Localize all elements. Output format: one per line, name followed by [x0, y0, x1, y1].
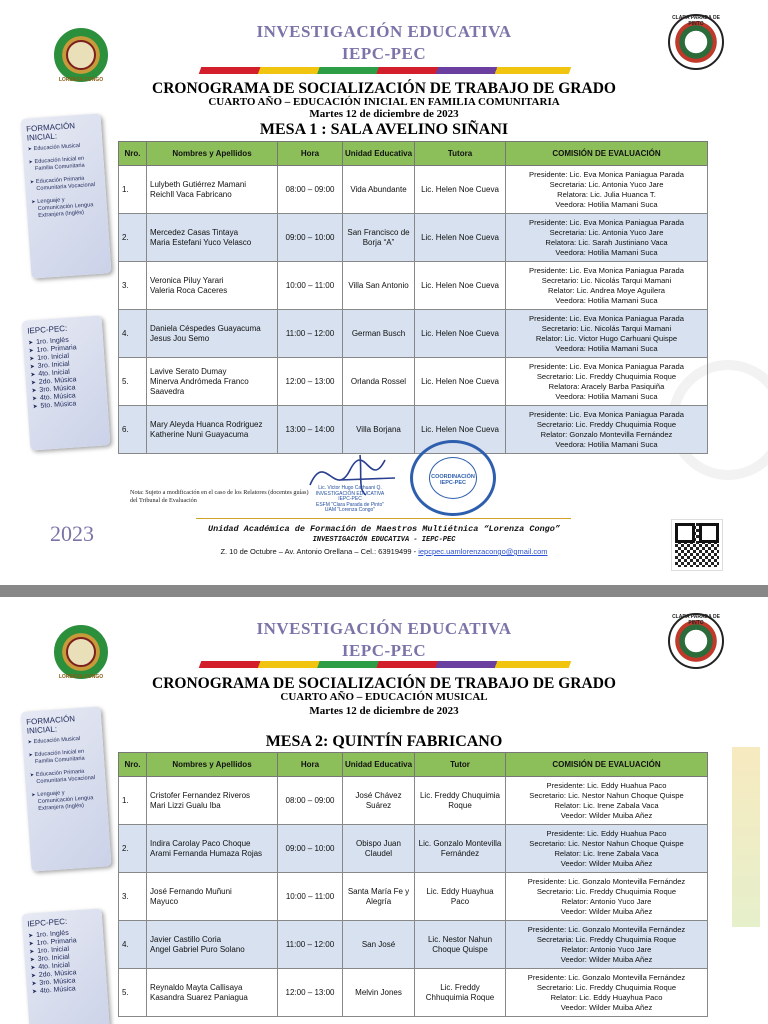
- email-link[interactable]: iepcpec.uamlorenzacongo@gmail.com: [418, 547, 548, 556]
- student-names: Indira Carolay Paco Choque Arami Fernanda Humaza Rojas: [147, 825, 278, 873]
- tutor-name: Lic. Helen Noe Cueva: [415, 406, 506, 454]
- list-item: ➤ Educación Primaria Comunitaria Vocacional: [30, 768, 101, 787]
- evaluation-committee: Presidente: Lic. Gonzalo Montevilla Fernández Secretario: Lic. Freddy Chuquimia Roque Relator: Antonio Yuco Jare Veedor: Wilder Muiba Añez: [506, 873, 708, 921]
- student-names: Lavive Serato Dumay Minerva Andrómeda Franco Saavedra: [147, 358, 278, 406]
- doc-subtitle: CUARTO AÑO – EDUCACIÓN INICIAL EN FAMILIA COMUNITARIA: [208, 96, 560, 108]
- document-page-2: [0, 597, 768, 1024]
- formacion-inicial-panel: FORMACIÓN INICIAL: ➤ Educación Musical ➤ Educación Inicial en Familia Comunitaria ➤ Educación Primaria Comunitaria Vocacional ➤ Lenguaje y Comunicación Lengua Extranjera (Inglés): [21, 113, 112, 278]
- footer-department: INVESTIGACIÓN EDUCATIVA - IEPC-PEC: [312, 536, 456, 544]
- school-name: Villa San Antonio: [343, 262, 415, 310]
- school-name: Obispo Juan Claudel: [343, 825, 415, 873]
- table-row: [119, 166, 708, 214]
- time-slot: 10:00 – 11:00: [278, 873, 343, 921]
- list-item: ➤ 4to. Inicial: [30, 367, 100, 380]
- table-row: [119, 825, 708, 873]
- school-name: José Chávez Suárez: [343, 777, 415, 825]
- evaluation-committee: Presidente: Lic. Eva Monica Paniagua Parada Secretario: Lic. Freddy Chuquimia Roque Relatora: Aracely Barba Pasiquiña Veedora: Hotilia Mamani Suca: [506, 358, 708, 406]
- col-tutor: Tutora: [415, 142, 506, 166]
- doc-title: CRONOGRAMA DE SOCIALIZACIÓN DE TRABAJO DE GRADO: [152, 80, 616, 97]
- evaluation-committee: Presidente: Lic. Eva Monica Paniagua Parada Secretaria: Lic. Antonia Yuco Jare Relatora: Lic. Julia Huanca T. Veedora: Hotilia Mamani Suca: [506, 166, 708, 214]
- list-item: ➤ 2do. Música: [31, 968, 101, 981]
- time-slot: 11:00 – 12:00: [278, 921, 343, 969]
- tutor-name: Lic. Helen Noe Cueva: [415, 214, 506, 262]
- row-number: 4.: [119, 921, 147, 969]
- list-item: ➤ Lenguaje y Comunicación Lengua Extranjera (Inglés): [31, 788, 102, 814]
- iepc-pec-panel: IEPC-PEC: ➤ 1ro. Inglés ➤ 1ro. Primaria ➤ 1ro. Inicial ➤ 3ro. Inicial ➤ 4to. Inicial ➤ 2do. Música ➤ 3ro. Música ➤ 4to. Música: [22, 908, 111, 1024]
- doc-subtitle: CUARTO AÑO – EDUCACIÓN MUSICAL: [280, 691, 488, 703]
- header-title: INVESTIGACIÓN EDUCATIVA: [256, 22, 512, 41]
- list-item: ➤ 5to. Música: [32, 399, 102, 412]
- header-title: INVESTIGACIÓN EDUCATIVA: [256, 619, 512, 638]
- tutor-name: Lic. Freddy Chhuquimia Roque: [415, 969, 506, 1017]
- col-comision: COMISIÓN DE EVALUACIÓN: [506, 142, 708, 166]
- mesa-title: MESA 2: QUINTÍN FABRICANO: [265, 733, 503, 750]
- evaluation-committee: Presidente: Lic. Eva Monica Paniagua Parada Secretario: Lic. Freddy Chuquimia Roque Relator: Gonzalo Montevilla Fernández Veedora: Hotilia Mamani Suca: [506, 406, 708, 454]
- row-number: 6.: [119, 406, 147, 454]
- header-subtitle: IEPC-PEC: [341, 44, 427, 63]
- col-unidad: Unidad Educativa: [343, 142, 415, 166]
- mesa-title: MESA 1 : SALA AVELINO SIÑANI: [259, 121, 509, 138]
- student-names: Mercedez Casas Tintaya Maria Estefani Yuco Velasco: [147, 214, 278, 262]
- list-item: ➤ 1ro. Primaria: [28, 343, 98, 356]
- time-slot: 13:00 – 14:00: [278, 406, 343, 454]
- tutor-name: Lic. Eddy Huayhua Paco: [415, 873, 506, 921]
- student-names: Reynaldo Mayta Callisaya Kasandra Suarez Paniagua: [147, 969, 278, 1017]
- flag-stripe: [199, 67, 572, 74]
- list-item: ➤ 4to. Inicial: [30, 960, 100, 973]
- doc-title: CRONOGRAMA DE SOCIALIZACIÓN DE TRABAJO DE GRADO: [152, 675, 616, 692]
- row-number: 1.: [119, 777, 147, 825]
- evaluation-committee: Presidente: Lic. Eva Monica Paniagua Parada Secretario: Lic. Nicolás Tarqui Mamani Relator: Lic. Andrea Moye Aguilera Veedora: Hotilia Mamani Suca: [506, 262, 708, 310]
- col-hora: Hora: [278, 753, 343, 777]
- footer-divider: [196, 518, 571, 519]
- row-number: 3.: [119, 873, 147, 921]
- list-item: ➤ Educación Musical: [27, 142, 97, 154]
- list-item: ➤ 2do. Música: [31, 375, 101, 388]
- year-label: 2023: [50, 521, 94, 546]
- table-row: [119, 214, 708, 262]
- col-unidad: Unidad Educativa: [343, 753, 415, 777]
- col-tutor: Tutor: [415, 753, 506, 777]
- clara-parada-logo: CLARA PARADA DE PINTO: [668, 14, 724, 70]
- row-number: 1.: [119, 166, 147, 214]
- time-slot: 09:00 – 10:00: [278, 214, 343, 262]
- table-row: [119, 358, 708, 406]
- row-number: 5.: [119, 969, 147, 1017]
- evaluation-committee: Presidente: Lic. Eddy Huahua Paco Secretario: Lic. Nestor Nahun Choque Quispe Relator: Lic. Irene Zabala Vaca Veedor: Wilder Muiba Añez: [506, 777, 708, 825]
- list-item: ➤ Educación Primaria Comunitaria Vocacional: [30, 175, 101, 194]
- col-names: Nombres y Apellidos: [147, 753, 278, 777]
- row-number: 3.: [119, 262, 147, 310]
- school-name: Santa María Fe y Alegría: [343, 873, 415, 921]
- table-header: [119, 142, 708, 166]
- doc-date: Martes 12 de diciembre de 2023: [309, 705, 459, 717]
- list-item: ➤ 4to. Música: [32, 984, 102, 997]
- tutor-name: Lic. Helen Noe Cueva: [415, 310, 506, 358]
- formacion-inicial-panel: FORMACIÓN INICIAL: ➤ Educación Musical ➤ Educación Inicial en Familia Comunitaria ➤ Educación Primaria Comunitaria Vocacional ➤ Lenguaje y Comunicación Lengua Extranjera (Inglés): [21, 706, 112, 871]
- list-item: ➤ 1ro. Inicial: [29, 944, 99, 957]
- tutor-name: Lic. Helen Noe Cueva: [415, 166, 506, 214]
- row-number: 2.: [119, 825, 147, 873]
- list-item: ➤ Educación Inicial en Familia Comunitaria: [28, 155, 99, 174]
- list-item: ➤ Educación Musical: [27, 735, 97, 747]
- tutor-name: Lic. Nestor Nahun Choque Quispe: [415, 921, 506, 969]
- school-name: German Busch: [343, 310, 415, 358]
- table-row: [119, 921, 708, 969]
- row-number: 2.: [119, 214, 147, 262]
- list-item: ➤ 1ro. Inglés: [28, 335, 98, 348]
- footer-contact: Z. 10 de Octubre – Av. Antonio Orellana – Cel.: 63919499 - iepcpec.uamlorenzacongo@gmail.com: [220, 547, 548, 556]
- school-name: Orlanda Rossel: [343, 358, 415, 406]
- uam-lorenza-congo-seal: LORENZA CONGO: [54, 625, 108, 679]
- list-item: ➤ 3ro. Música: [31, 976, 101, 989]
- school-name: Villa Borjana: [343, 406, 415, 454]
- list-item: ➤ 1ro. Inicial: [29, 351, 99, 364]
- table-header: [119, 753, 708, 777]
- student-names: Cristofer Fernandez Riveros Mari Lizzi Gualu Iba: [147, 777, 278, 825]
- col-comision: COMISIÓN DE EVALUACIÓN: [506, 753, 708, 777]
- time-slot: 08:00 – 09:00: [278, 166, 343, 214]
- time-slot: 12:00 – 13:00: [278, 358, 343, 406]
- coordinacion-stamp: COORDINACIÓN IEPC-PEC: [410, 440, 496, 516]
- table-row: [119, 406, 708, 454]
- time-slot: 10:00 – 11:00: [278, 262, 343, 310]
- table-row: [119, 969, 708, 1017]
- header-subtitle: IEPC-PEC: [341, 641, 427, 660]
- student-names: Daniela Céspedes Guayacuma Jesus Jou Semo: [147, 310, 278, 358]
- list-item: ➤ 1ro. Primaria: [28, 936, 98, 949]
- student-names: Javier Castillo Coria Angel Gabriel Puro Solano: [147, 921, 278, 969]
- evaluation-committee: Presidente: Lic. Gonzalo Montevilla Fernández Secretario: Lic. Freddy Chuquimia Roque Relator: Lic. Eddy Huayhua Paco Veedor: Wilder Muiba Añez: [506, 969, 708, 1017]
- evaluation-committee: Presidente: Lic. Eva Monica Paniagua Parada Secretaria: Lic. Antonia Yuco Jare Relatora: Lic. Sarah Justiniano Vaca Veedora: Hotilia Mamani Suca: [506, 214, 708, 262]
- tutor-name: Lic. Helen Noe Cueva: [415, 262, 506, 310]
- col-names: Nombres y Apellidos: [147, 142, 278, 166]
- row-number: 5.: [119, 358, 147, 406]
- qr-code: [672, 520, 722, 570]
- row-number: 4.: [119, 310, 147, 358]
- list-item: ➤ 3ro. Música: [31, 383, 101, 396]
- evaluation-committee: Presidente: Lic. Eva Monica Paniagua Parada Secretario: Lic. Nicolás Tarqui Mamani Relator: Lic. Victor Hugo Carhuani Quispe Veedora: Hotilia Mamani Suca: [506, 310, 708, 358]
- schedule-table: [118, 141, 708, 454]
- footer-institution: Unidad Académica de Formación de Maestros Multiétnica “Lorenza Congo”: [208, 524, 560, 534]
- signature-caption: Lic. Victor Hugo Carhuani Q. INVESTIGACIÓN EDUCATIVA IEPC-PEC ESFM "Clara Parada de Pinto" UAM "Lorenza Congo": [315, 485, 385, 513]
- time-slot: 09:00 – 10:00: [278, 825, 343, 873]
- col-nro: Nro.: [119, 753, 147, 777]
- student-names: José Fernando Muñuni Mayuco: [147, 873, 278, 921]
- tutor-name: Lic. Helen Noe Cueva: [415, 358, 506, 406]
- schedule-table: [118, 752, 708, 1017]
- col-hora: Hora: [278, 142, 343, 166]
- student-names: Veronica Piluy Yarari Valeria Roca Caceres: [147, 262, 278, 310]
- table-row: [119, 262, 708, 310]
- col-nro: Nro.: [119, 142, 147, 166]
- school-name: Vida Abundante: [343, 166, 415, 214]
- school-name: San José: [343, 921, 415, 969]
- list-item: ➤ 3ro. Inicial: [30, 359, 100, 372]
- note: Nota: Sujeto a modificación en el caso de los Relatores (docentes guías) del Tribunal de Evaluación: [130, 489, 309, 504]
- list-item: ➤ Educación Inicial en Familia Comunitaria: [28, 748, 99, 767]
- tutor-name: Lic. Gonzalo Montevilla Fernández: [415, 825, 506, 873]
- decorative-border: [732, 747, 760, 927]
- table-row: [119, 310, 708, 358]
- list-item: ➤ 4to. Música: [32, 391, 102, 404]
- table-row: [119, 777, 708, 825]
- list-item: ➤ 1ro. Inglés: [28, 928, 98, 941]
- list-item: ➤ Lenguaje y Comunicación Lengua Extranjera (Inglés): [31, 195, 102, 221]
- school-name: San Francisco de Borja “A”: [343, 214, 415, 262]
- student-names: Mary Aleyda Huanca Rodriguez Katherine Nuni Guayacuma: [147, 406, 278, 454]
- time-slot: 08:00 – 09:00: [278, 777, 343, 825]
- flag-stripe: [199, 661, 572, 668]
- time-slot: 11:00 – 12:00: [278, 310, 343, 358]
- time-slot: 12:00 – 13:00: [278, 969, 343, 1017]
- list-item: ➤ 3ro. Inicial: [30, 952, 100, 965]
- school-name: Melvin Jones: [343, 969, 415, 1017]
- evaluation-committee: Presidente: Lic. Gonzalo Montevilla Fernández Secretaria: Lic. Freddy Chuquimia Roque Relator: Antonio Yuco Jare Veedor: Wilder Muiba Añez: [506, 921, 708, 969]
- clara-parada-logo: CLARA PARADA DE PINTO: [668, 613, 724, 669]
- table-row: [119, 873, 708, 921]
- iepc-pec-panel: IEPC-PEC: ➤ 1ro. Inglés ➤ 1ro. Primaria ➤ 1ro. Inicial ➤ 3ro. Inicial ➤ 4to. Inicial ➤ 2do. Música ➤ 3ro. Música ➤ 4to. Música ➤ 5to. Música: [22, 315, 111, 450]
- tutor-name: Lic. Freddy Chuquimia Roque: [415, 777, 506, 825]
- evaluation-committee: Presidente: Lic. Eddy Huahua Paco Secretario: Lic. Nestor Nahun Choque Quispe Relator: Lic. Irene Zabala Vaca Veedor: Wilder Muiba Añez: [506, 825, 708, 873]
- uam-lorenza-congo-seal: LORENZA CONGO: [54, 28, 108, 82]
- doc-date: Martes 12 de diciembre de 2023: [309, 108, 459, 120]
- student-names: Lulybeth Gutiérrez Mamani Reichll Vaca Fabricano: [147, 166, 278, 214]
